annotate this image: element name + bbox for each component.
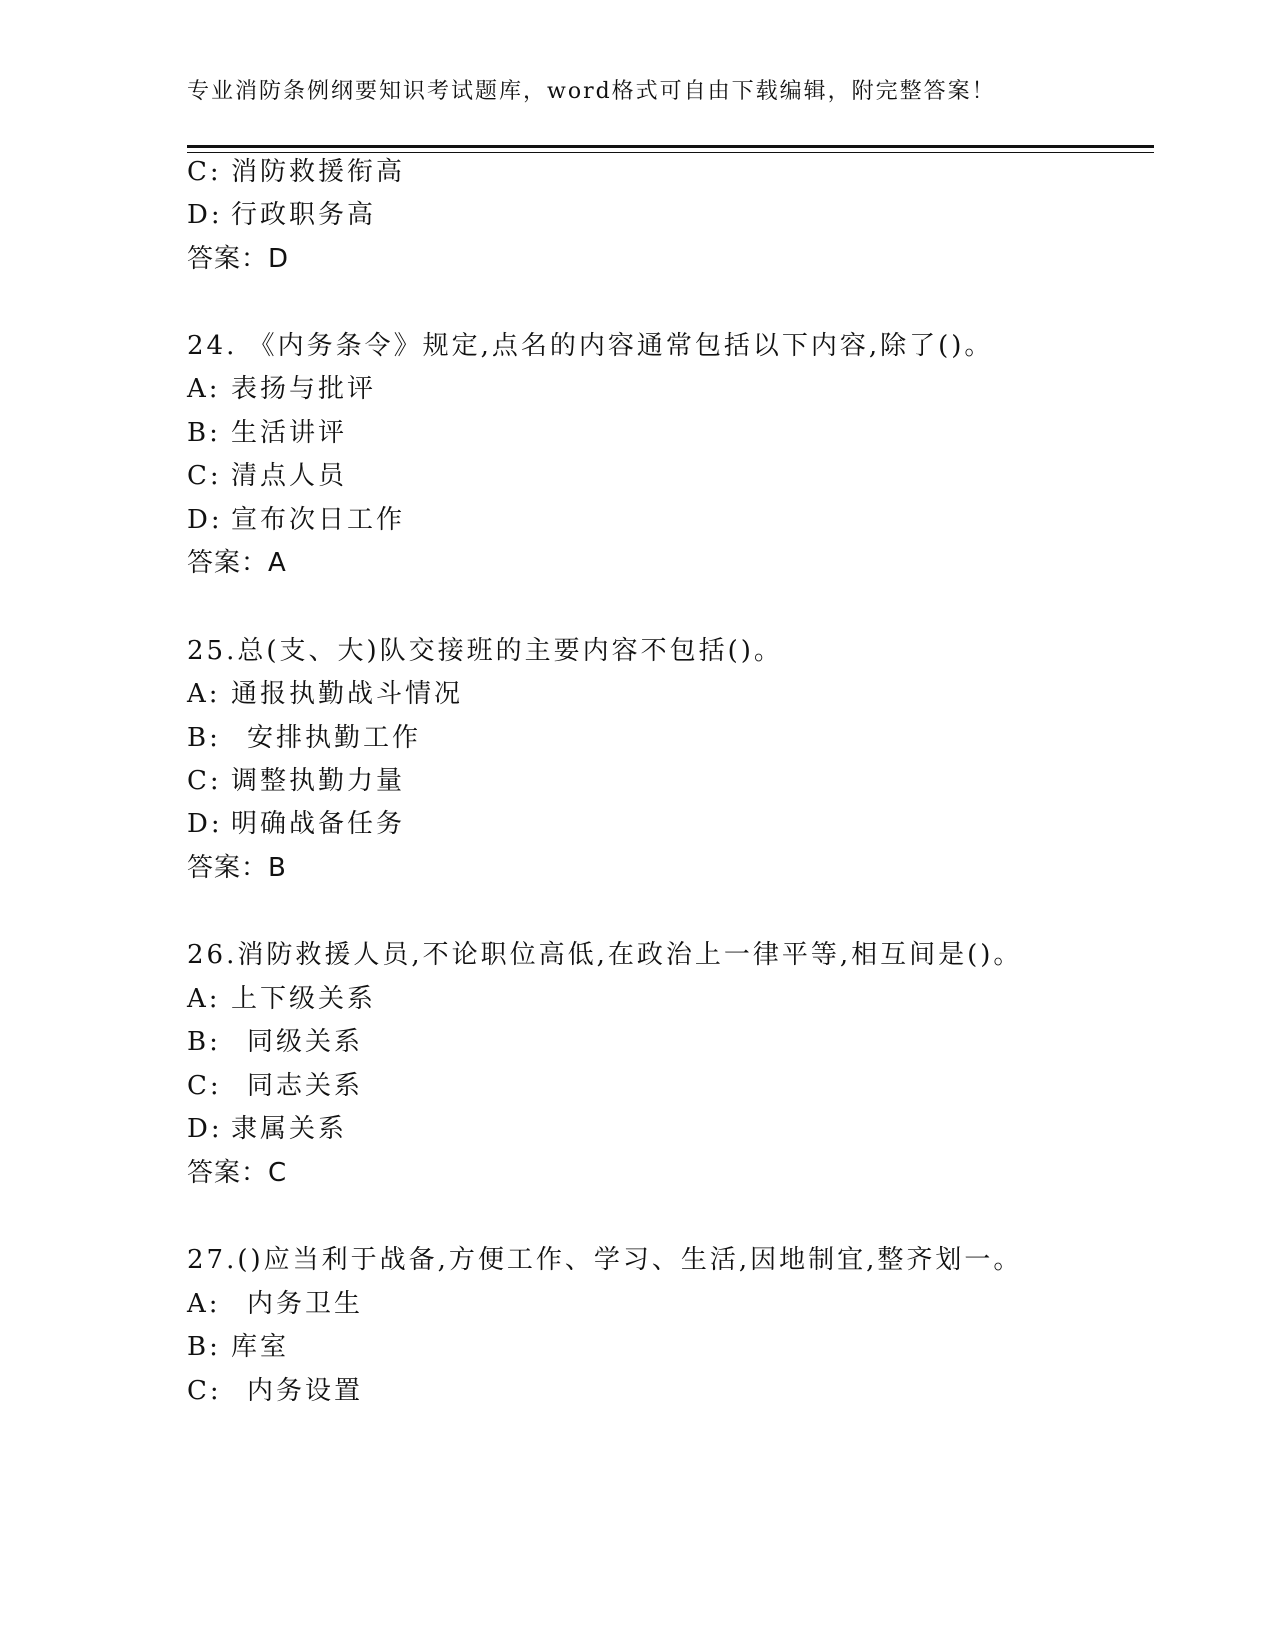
option-label: C: [187, 461, 222, 491]
option-text: 同级关系 [247, 1027, 364, 1057]
option-text: 库室 [231, 1332, 290, 1362]
option-label: C: [187, 157, 222, 187]
option-label: A: [187, 374, 221, 404]
option-text: 宣布次日工作 [231, 505, 406, 535]
option-label: B: [187, 1027, 221, 1057]
option-label: B: [187, 723, 221, 753]
option-text: 隶属关系 [231, 1114, 348, 1144]
option-text: 明确战备任务 [231, 809, 406, 839]
option-line [187, 456, 347, 496]
option-line [187, 1109, 347, 1149]
option-label: D: [187, 809, 223, 839]
question-line: 25.总(支、大)队交接班的主要内容不包括()。 [187, 636, 783, 666]
option-line [187, 369, 376, 409]
page-header: 专业消防条例纲要知识考试题库，word格式可自由下载编辑，附完整答案！ [187, 79, 996, 104]
option-label: A: [187, 1289, 221, 1319]
option-label: B: [187, 418, 221, 448]
option-line [187, 1327, 289, 1367]
option-text: 同志关系 [247, 1071, 364, 1101]
option-text: 行政职务高 [231, 200, 377, 230]
option-line [187, 718, 421, 758]
option-line [187, 674, 463, 714]
option-label: A: [187, 679, 221, 709]
option-label: D: [187, 1114, 223, 1144]
option-line [187, 500, 405, 540]
option-line [187, 1284, 363, 1324]
option-text: 生活讲评 [231, 418, 348, 448]
option-text: 上下级关系 [231, 984, 377, 1014]
option-line [187, 1022, 363, 1062]
option-text: 内务设置 [247, 1376, 364, 1406]
option-label: D: [187, 505, 223, 535]
option-text: 调整执勤力量 [231, 766, 406, 796]
answer-line: 答案：C [187, 1158, 288, 1188]
option-label: B: [187, 1332, 221, 1362]
option-label: C: [187, 766, 222, 796]
option-label: C: [187, 1071, 222, 1101]
option-label: D: [187, 200, 223, 230]
option-line [187, 979, 376, 1019]
option-line [187, 804, 405, 844]
option-text: 安排执勤工作 [247, 723, 422, 753]
question-line: 27.()应当利于战备,方便工作、学习、生活,因地制宜,整齐划一。 [187, 1245, 1023, 1275]
option-line [187, 1371, 363, 1411]
question-line: 24. 《内务条令》规定,点名的内容通常包括以下内容,除了()。 [187, 331, 994, 361]
option-text: 内务卫生 [247, 1289, 364, 1319]
option-line [187, 1066, 363, 1106]
answer-line: 答案：A [187, 548, 287, 578]
option-line [187, 195, 376, 235]
option-line [187, 413, 347, 453]
option-line [187, 761, 405, 801]
option-text: 清点人员 [231, 461, 348, 491]
option-text: 表扬与批评 [231, 374, 377, 404]
option-label: C: [187, 1376, 222, 1406]
option-label: A: [187, 984, 221, 1014]
option-text: 消防救援衔高 [231, 157, 406, 187]
answer-line: 答案：D [187, 244, 290, 274]
option-text: 通报执勤战斗情况 [231, 679, 464, 709]
question-line: 26.消防救援人员,不论职位高低,在政治上一律平等,相互间是()。 [187, 940, 1023, 970]
option-line [187, 152, 405, 192]
answer-line: 答案：B [187, 853, 287, 883]
